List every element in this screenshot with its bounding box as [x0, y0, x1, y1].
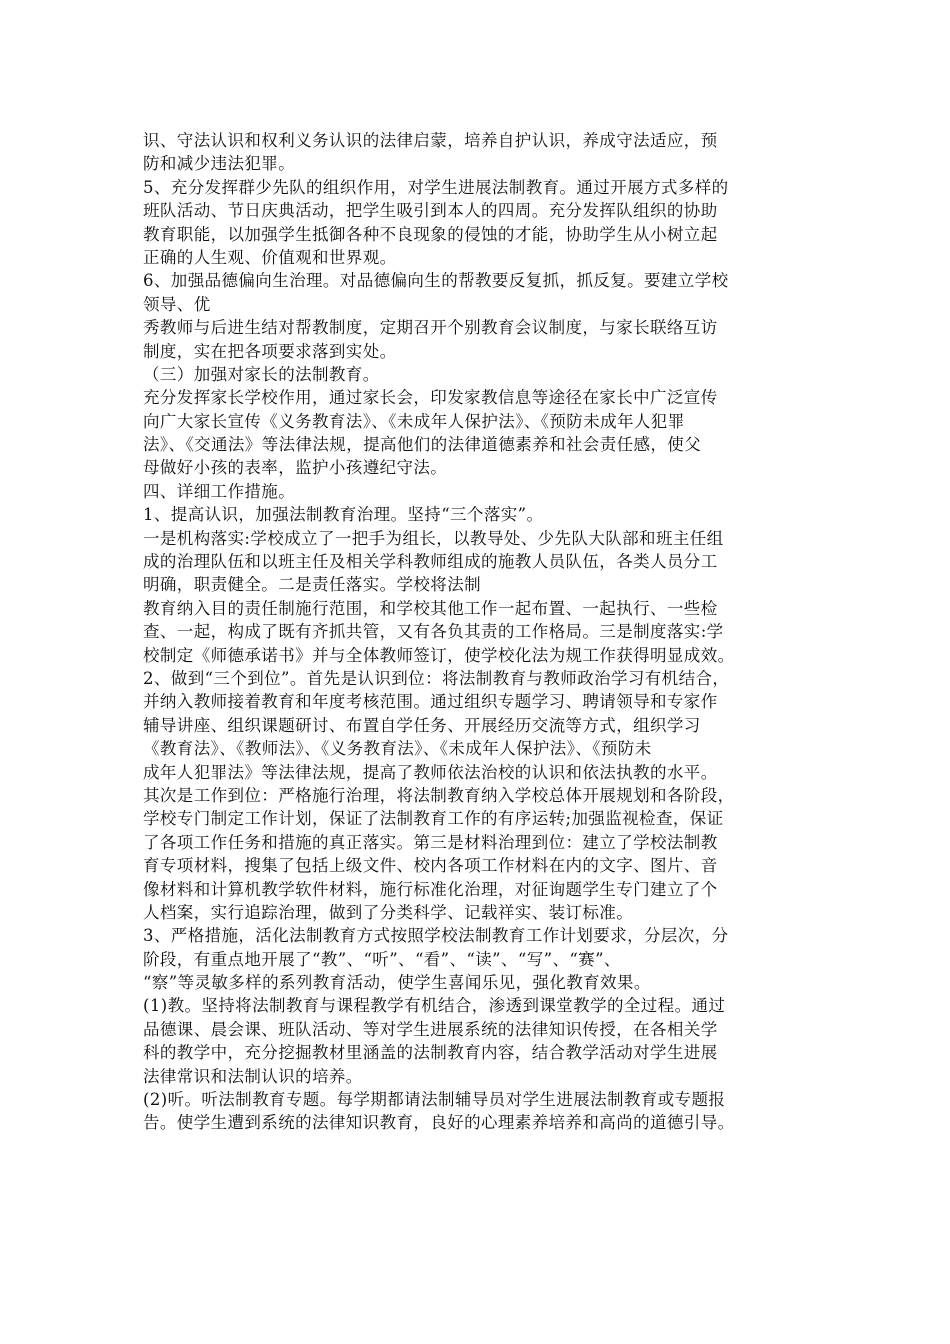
text-line: 辅导讲座、组织课题研讨、布置自学任务、开展经历交流等方式，组织学习	[143, 715, 701, 735]
section-heading: 四、详细工作措施。	[143, 481, 296, 501]
text-line: 法》、《交通法》等法律法规，提高他们的法律道德素养和社会责任感，使父	[143, 435, 702, 455]
text-line: 一是机构落实:学校成立了一把手为组长，以教导处、少先队大队部和班主任组	[143, 528, 724, 548]
text-line: 秀教师与后进生结对帮教制度，定期召开个别教育会议制度，与家长联络互访	[143, 318, 718, 338]
text-line: 成的治理队伍和以班主任及相关学科教师组成的施教人员队伍，各类人员分工	[143, 552, 718, 572]
text-line: 班队活动、节日庆典活动，把学生吸引到本人的四周。充分发挥队组织的协助	[143, 201, 718, 221]
text-line: 教育纳入目的责任制施行范围，和学校其他工作一起布置、一起执行、一些检	[143, 598, 718, 618]
text-line: 制度，实在把各项要求落到实处。	[143, 341, 397, 361]
text-line: 充分发挥家长学校作用，通过家长会，印发家教信息等途径在家长中广泛宣传	[143, 388, 718, 408]
text-line: 人档案，实行追踪治理，做到了分类科学、记载祥实、装订标准。	[143, 902, 634, 922]
text-line: 教育职能，以加强学生抵御各种不良现象的侵蚀的才能，协助学生从小树立起	[143, 224, 718, 244]
text-line: 校制定《师德承诺书》并与全体教师签订，使学校化法为规工作获得明显成效。	[143, 645, 735, 665]
text-line: 3、严格措施，活化法制教育方式按照学校法制教育工作计划要求，分层次，分	[143, 926, 729, 946]
text-line: 正确的人生观、价值观和世界观。	[143, 247, 397, 267]
document-body	[143, 129, 811, 1135]
text-line: 其次是工作到位：严格施行治理，将法制教育纳入学校总体开展规划和各阶段，	[143, 785, 735, 805]
text-line: 了各项工作任务和措施的真正落实。第三是材料治理到位：建立了学校法制教	[143, 832, 718, 852]
text-line: 并纳入教师接着教育和年度考核范围。通过组织专题学习、聘请领导和专家作	[143, 692, 718, 712]
text-line: 领导、优	[143, 294, 211, 314]
text-line: 法律常识和法制认识的培养。	[143, 1066, 363, 1086]
text-line: 防和减少违法犯罪。	[143, 154, 296, 174]
text-line: 学校专门制定工作计划，保证了法制教育工作的有序运转;加强监视检查，保证	[143, 809, 724, 829]
text-line: 告。使学生遭到系统的法律知识教育，良好的心理素养培养和高尚的道德引导。	[143, 1113, 735, 1133]
text-line: 成年人犯罪法》等法律法规，提高了教师依法治校的认识和依法执教的水平。	[143, 762, 718, 782]
section-heading: （三）加强对家长的法制教育。	[143, 364, 380, 384]
text-line: 1、提高认识，加强法制教育治理。坚持“三个落实”。	[143, 505, 544, 525]
text-line: 向广大家长宣传《义务教育法》、《未成年人保护法》、《预防未成年人犯罪	[143, 411, 685, 431]
text-line: (1)教。坚持将法制教育与课程教学有机结合，渗透到课堂教学的全过程。通过	[143, 996, 726, 1016]
text-line: 查、一起，构成了既有齐抓共管，又有各负其责的工作格局。三是制度落实:学	[143, 622, 724, 642]
text-line: 阶段，有重点地开展了“教”、“听”、“看”、“读”、“写”、“赛”、	[143, 949, 621, 969]
text-line: 像材料和计算机教学软件材料，施行标准化治理，对征询题学生专门建立了个	[143, 879, 718, 899]
text-line: (2)听。听法制教育专题。每学期都请法制辅导员对学生进展法制教育或专题报	[143, 1090, 726, 1110]
text-line: 《教育法》、《教师法》、《义务教育法》、《未成年人保护法》、《预防未	[143, 739, 652, 759]
text-line: 育专项材料，搜集了包括上级文件、校内各项工作材料在内的文字、图片、音	[143, 856, 718, 876]
text-line: “察”等灵敏多样的系列教育活动，使学生喜闻乐见，强化教育效果。	[143, 973, 651, 993]
text-line: 品德课、晨会课、班队活动、等对学生进展系统的法律知识传授，在各相关学	[143, 1019, 718, 1039]
text-line: 5、充分发挥群少先队的组织作用，对学生进展法制教育。通过开展方式多样的	[143, 177, 729, 197]
text-line: 母做好小孩的表率，监护小孩遵纪守法。	[143, 458, 448, 478]
text-line: 科的教学中，充分挖掘教材里涵盖的法制教育内容，结合教学活动对学生进展	[143, 1043, 718, 1063]
text-line: 2、做到“三个到位”。首先是认识到位：将法制教育与教师政治学习有机结合，	[143, 668, 730, 688]
text-line: 识、守法认识和权利义务认识的法律启蒙，培养自护认识，养成守法适应，预	[143, 131, 718, 150]
text-line: 6、加强品德偏向生治理。对品德偏向生的帮教要反复抓，抓反复。要建立学校	[143, 271, 729, 291]
text-line: 明确，职责健全。二是责任落实。学校将法制	[143, 575, 481, 595]
